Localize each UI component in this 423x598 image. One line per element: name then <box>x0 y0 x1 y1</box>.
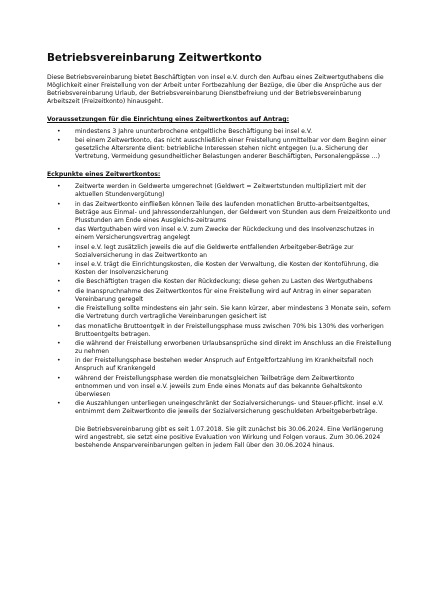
list-item <box>47 357 393 373</box>
list-item-text: insel e.V. legt zusätzlich jeweils die auf die Geldwerte entfallenden Arbeitgeber-Beträge zur Sozialversicherung in das Zeitwertkonto an <box>75 243 354 259</box>
list-item <box>47 226 393 242</box>
list-item <box>47 244 393 260</box>
bullet-icon: • <box>57 137 61 145</box>
intro-paragraph: Diese Betriebsvereinbarung bietet Beschäftigten von insel e.V. durch den Aufbau eines Zeitwertguthabens die Möglichkeit einer Freistellung von der Arbeit unter Fortbezahlung der Bezüge, die über die Ansprüche aus der Betriebsvereinbarung Urlaub, der Betriebsvereinbarung Dienstbefreiung und der Betriebsvereinbarung Arbeitszeit (Freizeitkonto) hinausgeht. <box>47 74 384 105</box>
list-item-text: die Freistellung sollte mindestens ein Jahr sein. Sie kann kürzer, aber mindestens 3 Monate sein, sofern die Vertretung durch vertragliche Vereinbarungen gesichert ist <box>75 305 391 321</box>
list-item-text: die Auszahlungen unterliegen uneingeschränkt der Sozialversicherungs- und Steuer-pflicht. insel e.V. entnimmt dem Zeitwertkonto die jeweils der Sozialversicherung geschuldeten Arbeitgeberbeträge. <box>75 400 384 416</box>
list-item <box>47 305 393 321</box>
list-item-text: bei einem Zeitwertkonto, das nicht ausschließlich einer Freistellung unmittelbar vor dem Beginn einer gesetzliche Altersrente dient: betriebliche Interessen stehen nicht entgegen (u.a. Sicherung der Vertretung, Vermeidung gesundheitlicher Belastungen anderer Beschäftigten, Personalengpässe …) <box>75 137 387 161</box>
bullet-icon: • <box>57 305 61 313</box>
list-item-text: in das Zeitwertkonto einfließen können Teile des laufenden monatlichen Brutto-arbeitsentgeltes, Beträge aus Einmal- und Jahressonderzahlungen, der Geldwert von Stunden aus dem Freizeitkonto und Plusstunden am Ende eines Ausgleichs-zeitraums <box>75 200 391 224</box>
bullet-icon: • <box>57 357 61 365</box>
key-points-list <box>47 183 393 416</box>
list-item <box>47 323 393 339</box>
bullet-icon: • <box>57 322 61 330</box>
list-item <box>47 183 393 199</box>
list-item-text: während der Freistellungsphase werden die monatsgleichen Teilbeträge dem Zeitwertkonto entnommen und von insel e.V. jeweils zum Ende eines Monats auf das bekannte Gehaltskonto überwiesen <box>75 374 363 398</box>
list-item <box>47 128 393 136</box>
bullet-icon: • <box>57 200 61 208</box>
closing-paragraph: Die Betriebsvereinbarung gibt es seit 1.07.2018. Sie gilt zunächst bis 30.06.2024. Eine Verlängerung wird angestrebt, sie setzt eine positive Evaluation von Wirkung und Folgen voraus. Zum 30.06.2024 bestehende Ansparvereinbarungen gelten in jedem Fall über den 30.06.2024 hinaus. <box>75 426 384 450</box>
section-heading-key-points: Eckpunkte eines Zeitwertkontos: <box>47 171 161 179</box>
section-heading-requirements: Voraussetzungen für die Einrichtung eines Zeitwertkontos auf Antrag: <box>47 116 290 123</box>
bullet-icon: • <box>57 287 61 295</box>
list-item-text: das Wertguthaben wird von insel e.V. zum Zwecke der Rückdeckung und des Insolvenzschutzes in einem Versicherungsvertrag angelegt <box>75 226 375 242</box>
requirements-list <box>47 128 393 161</box>
bullet-icon: • <box>57 339 61 347</box>
list-item-text: in der Freistellungsphase bestehen weder Anspruch auf Entgeltfortzahlung im Krankheitsfall noch Anspruch auf Krankengeld <box>75 357 374 373</box>
bullet-icon: • <box>57 260 61 268</box>
list-item-text: mindestens 3 Jahre ununterbrochene entgeltliche Beschäftigung bei insel e.V. <box>75 128 313 135</box>
bullet-icon: • <box>57 128 61 135</box>
list-item <box>47 201 393 225</box>
list-item <box>47 288 393 304</box>
list-item-text: Zeitwerte werden in Geldwerte umgerechnet (Geldwert = Zeitwertstunden multipliziert mit der aktuellen Stundenvergütung) <box>75 183 367 199</box>
document-title: Betriebsvereinbarung Zeitwertkonto <box>47 52 262 64</box>
bullet-icon: • <box>57 243 61 251</box>
list-item-text: das monatliche Bruttoentgelt in der Freistellungsphase muss zwischen 70% bis 130% des vorherigen Bruttoentgelts betragen. <box>75 322 384 338</box>
list-item-text: die während der Freistellung erworbenen Urlaubsansprüche sind direkt im Anschluss an die Freistellung zu nehmen <box>75 339 392 355</box>
bullet-icon: • <box>57 226 61 234</box>
bullet-icon: • <box>57 183 61 191</box>
list-item <box>47 340 393 356</box>
list-item-text: insel e.V. trägt die Einrichtungskosten, die Kosten der Verwaltung, die Kosten der Kontoführung, die Kosten der Insolvenzsicherung <box>75 260 379 276</box>
bullet-icon: • <box>57 278 61 286</box>
bullet-icon: • <box>57 400 61 408</box>
list-item-text: die Beschäftigten tragen die Kosten der Rückdeckung; diese gehen zu Lasten des Wertguthabens <box>75 278 373 286</box>
list-item <box>47 261 393 277</box>
bullet-icon: • <box>57 374 61 382</box>
list-item <box>47 400 393 416</box>
list-item-text: die Inanspruchnahme des Zeitwertkontos für eine Freistellung wird auf Antrag in einer separaten Vereinbarung geregelt <box>75 287 372 303</box>
list-item <box>47 137 393 161</box>
list-item <box>47 375 393 399</box>
list-item <box>47 278 393 286</box>
